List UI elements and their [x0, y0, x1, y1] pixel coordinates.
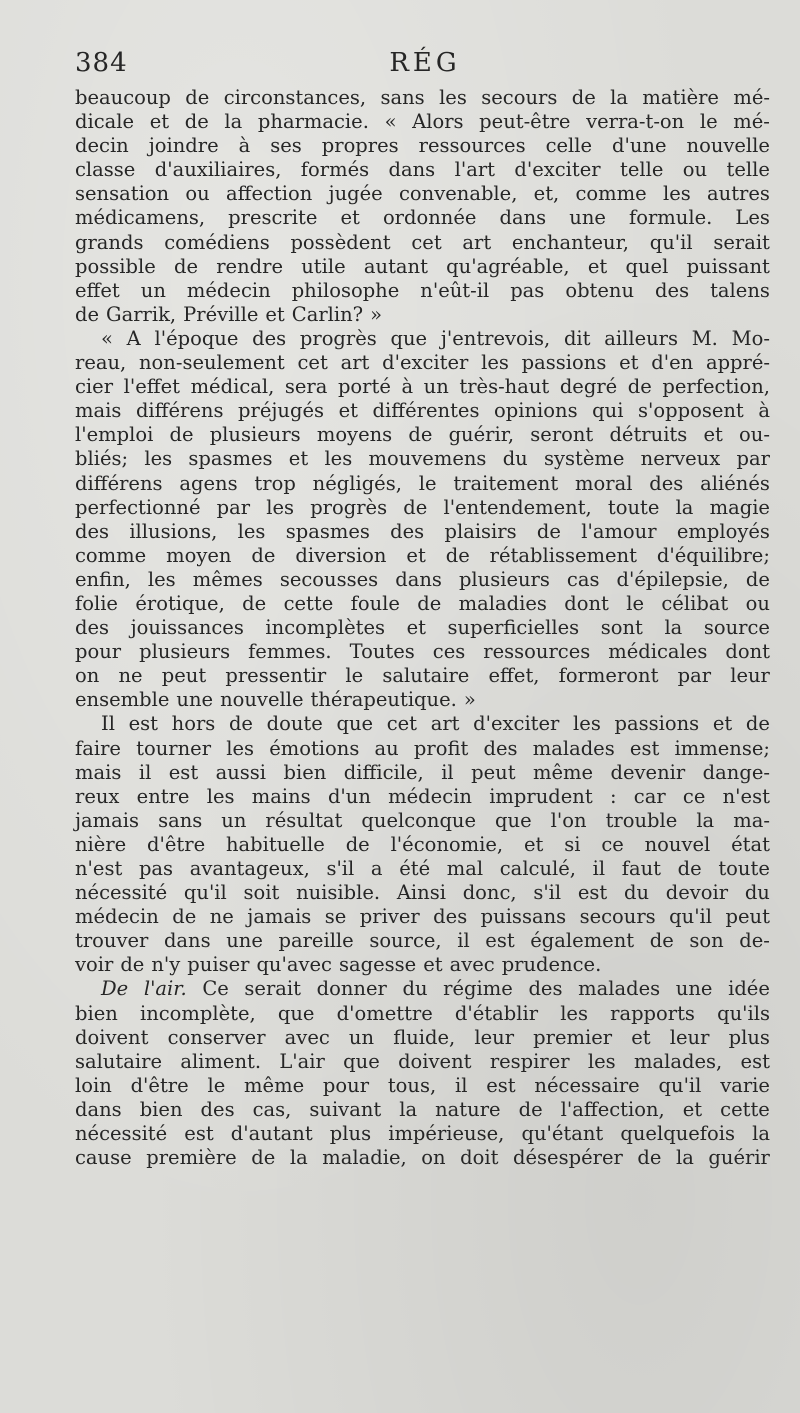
text-line: bliés; les spasmes et les mouvemens du système nerveux par: [75, 447, 770, 471]
text-line: cier l'effet médical, sera porté à un très-haut degré de perfection,: [75, 375, 770, 399]
text-line: nécessité qu'il soit nuisible. Ainsi donc, s'il est du devoir du: [75, 881, 770, 905]
text-line: trouver dans une pareille source, il est également de son de-: [75, 929, 770, 953]
text-line: perfectionné par les progrès de l'entendement, toute la magie: [75, 495, 770, 519]
text-line: Il est hors de doute que cet art d'exciter les passions et de: [101, 712, 770, 736]
text-line: on ne peut pressentir le salutaire effet, formeront par leur: [75, 664, 770, 688]
body-text: [75, 86, 770, 1170]
text-line: faire tourner les émotions au profit des malades est immense;: [75, 736, 770, 760]
text-line: reau, non-seulement cet art d'exciter les passions et d'en appré-: [75, 351, 770, 375]
text-line: loin d'être le même pour tous, il est nécessaire qu'il varie: [75, 1073, 770, 1097]
text-line: « A l'époque des progrès que j'entrevois, dit ailleurs M. Mo-: [101, 326, 770, 350]
text-line: doivent conserver avec un fluide, leur premier et leur plus: [75, 1025, 770, 1049]
text-line: reux entre les mains d'un médecin imprudent : car ce n'est: [75, 784, 770, 808]
page-header: [75, 48, 770, 82]
text-line: n'est pas avantageux, s'il a été mal calculé, il faut de toute: [75, 857, 770, 880]
text-line: pour plusieurs femmes. Toutes ces ressources médicales dont: [75, 640, 770, 664]
text-line: médicamens, prescrite et ordonnée dans une formule. Les: [75, 206, 770, 230]
text-line: différens agens trop négligés, le traitement moral des aliénés: [75, 471, 770, 495]
text-line: jamais sans un résultat quelconque que l'on trouble la ma-: [75, 808, 770, 832]
text-line: possible de rendre utile autant qu'agréable, et quel puissant: [75, 254, 770, 278]
page-number: 384: [75, 48, 128, 78]
text-line: de Garrik, Préville et Carlin? »: [75, 302, 383, 326]
text-line: des illusions, les spasmes des plaisirs de l'amour employés: [75, 519, 770, 543]
text-line: mais différens préjugés et différentes opinions qui s'opposent à: [75, 399, 770, 423]
text-line: médecin de ne jamais se priver des puissans secours qu'il peut: [75, 905, 770, 929]
text-line: nécessité est d'autant plus impérieuse, qu'étant quelquefois la: [75, 1122, 770, 1146]
text-line: voir de n'y puiser qu'avec sagesse et avec prudence.: [75, 953, 602, 977]
text-line: beaucoup de circonstances, sans les secours de la matière mé-: [75, 86, 770, 109]
text-line: nière d'être habituelle de l'économie, et si ce nouvel état: [75, 832, 770, 856]
text-line: dans bien des cas, suivant la nature de l'affection, et cette: [75, 1097, 770, 1121]
text-line: grands comédiens possèdent cet art enchanteur, qu'il serait: [75, 230, 770, 254]
text-line: sensation ou affection jugée convenable, et, comme les autres: [75, 182, 770, 206]
text-line: mais il est aussi bien difficile, il peut même devenir dange-: [75, 760, 770, 784]
text-line: salutaire aliment. L'air que doivent respirer les malades, est: [75, 1049, 770, 1073]
text-line: comme moyen de diversion et de rétablissement d'équilibre;: [75, 543, 770, 567]
text-line: De l'air. Ce serait donner du régime des malades une idée: [101, 977, 770, 1001]
text-line: classe d'auxiliaires, formés dans l'art d'exciter telle ou telle: [75, 158, 770, 182]
text-line: dicale et de la pharmacie. « Alors peut-être verra-t-on le mé-: [75, 110, 770, 134]
text-line: cause première de la maladie, on doit désespérer de la guérir: [75, 1146, 770, 1170]
text-line: des jouissances incomplètes et superficielles sont la source: [75, 616, 770, 640]
text-line: decin joindre à ses propres ressources celle d'une nouvelle: [75, 134, 770, 158]
text-line: bien incomplète, que d'omettre d'établir les rapports qu'ils: [75, 1001, 770, 1025]
text-line: effet un médecin philosophe n'eût-il pas obtenu des talens: [75, 278, 770, 302]
text-line: folie érotique, de cette foule de maladies dont le célibat ou: [75, 591, 770, 615]
running-head: RÉG: [389, 48, 461, 78]
text-line: l'emploi de plusieurs moyens de guérir, seront détruits et ou-: [75, 423, 770, 447]
text-line: enfin, les mêmes secousses dans plusieurs cas d'épilepsie, de: [75, 567, 770, 591]
text-line: ensemble une nouvelle thérapeutique. »: [75, 688, 476, 712]
